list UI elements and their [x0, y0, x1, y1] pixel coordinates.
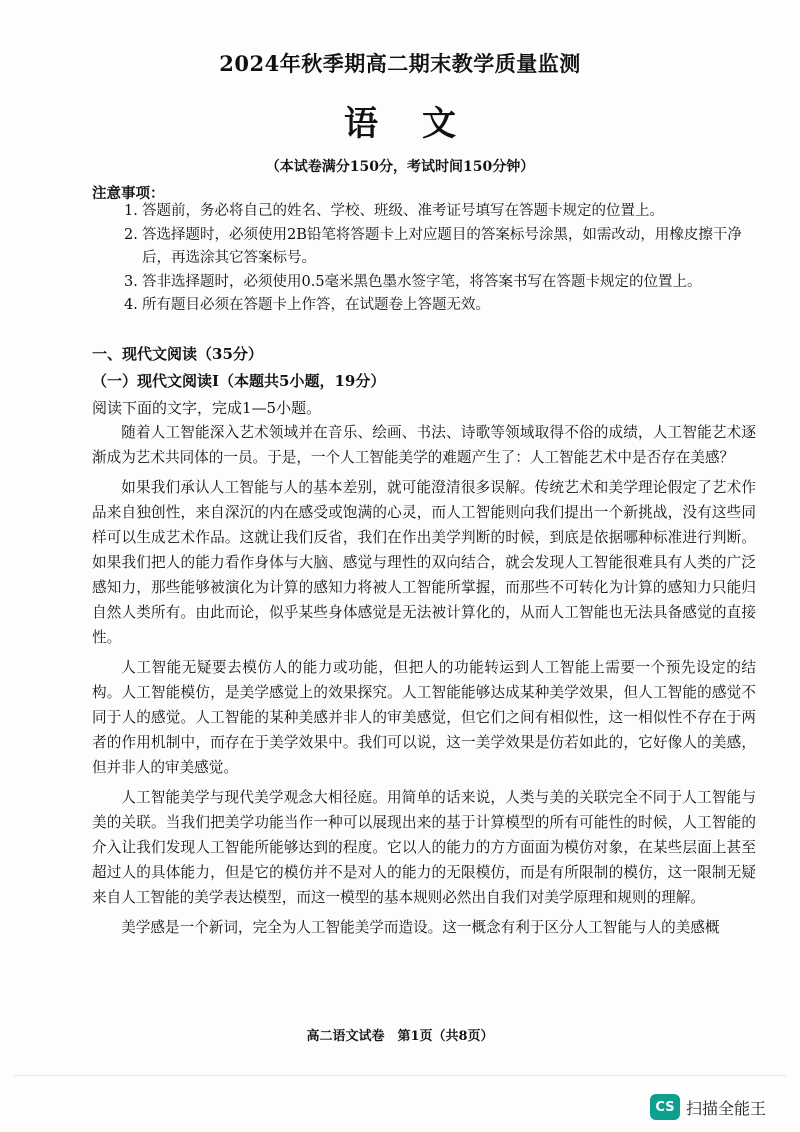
exam-title: 2024年秋季期高二期末教学质量监测 — [219, 51, 581, 76]
section-subtitle: （一）现代文阅读Ⅰ（本题共5小题，19分） — [92, 372, 386, 390]
note-number: 2. — [124, 226, 138, 243]
camscanner-logo-icon: CS — [650, 1094, 680, 1120]
passage-paragraph: 人工智能美学与现代美学观念大相径庭。用简单的话来说，人类与美的关联完全不同于人工智能与美的关联。当我们把美学功能当作一种可以展现出来的基于计算模型的所有可能性的时候，人工智能的介入让我们发现人工智能所能够达到的程度。它以人的能力的方方面面为模仿对象，在某些层面上甚至超过人的具体能力，但是它的模仿并不是对人的能力的无限模仿，而是有所限制的模仿，这一限制无疑来自人工智能的美学表达模型，而这一模型的基本规则必然出自我们对美学原理和规则的理解。 — [92, 789, 756, 906]
passage-paragraph: 随着人工智能深入艺术领域并在音乐、绘画、书法、诗歌等领域取得不俗的成绩，人工智能艺术逐渐成为艺术共同体的一员。于是，一个人工智能美学的难题产生了：人工智能艺术中是否存在美感？ — [92, 424, 756, 466]
note-item — [124, 200, 764, 224]
note-text: 答选择题时，必须使用2B铅笔将答题卡上对应题目的答案标号涂黑，如需改动，用橡皮擦干净后，再选涂其它答案标号。 — [142, 226, 742, 266]
note-number: 3. — [124, 273, 138, 290]
subject-title: 语文 — [344, 104, 500, 144]
reading-passage — [92, 420, 756, 945]
passage-paragraph: 如果我们承认人工智能与人的基本差别，就可能澄清很多误解。传统艺术和美学理论假定了艺术作品来自独创性，来自深沉的内在感受或饱满的心灵，而人工智能则向我们提出一个新挑战，没有这些同样可以生成艺术作品。这就让我们反省，我们在作出美学判断的时候，到底是依据哪种标准进行判断。如果我们把人的能力看作身体与大脑、感觉与理性的双向结合，就会发现人工智能很难具有人类的广泛感知力，那些能够被演化为计算的感知力将被人工智能所掌握，而那些不可转化为计算的感知力只能归自然人类所有。由此而论，似乎某些身体感觉是无法被计算化的，从而人工智能也无法具备感觉的直接性。 — [92, 479, 756, 646]
note-text: 答题前，务必将自己的姓名、学校、班级、准考证号填写在答题卡规定的位置上。 — [142, 203, 664, 219]
note-item — [124, 294, 764, 318]
note-item — [124, 224, 764, 271]
page-footer: 高二语文试卷 第1页（共8页） — [306, 1029, 494, 1044]
note-number: 4. — [124, 297, 138, 313]
section-title: 一、现代文阅读（35分） — [92, 345, 263, 363]
notes-title: 注意事项： — [92, 185, 165, 202]
notes-list — [124, 200, 764, 318]
reading-instruction: 阅读下面的文字，完成1—5小题。 — [92, 399, 322, 417]
scanner-label: 扫描全能王 — [686, 1098, 767, 1118]
scanner-watermark — [650, 1092, 766, 1122]
score-info: （本试卷满分150分，考试时间150分钟） — [265, 159, 535, 175]
note-text: 所有题目必须在答题卡上作答，在试题卷上答题无效。 — [142, 297, 490, 313]
note-item — [124, 271, 764, 295]
note-text: 答非选择题时，必须使用0.5毫米黑色墨水签字笔，将答案书写在答题卡规定的位置上。 — [142, 273, 702, 290]
passage-paragraph: 美学感是一个新词，完全为人工智能美学而造设。这一概念有利于区分人工智能与人的美感概 — [121, 919, 720, 936]
passage-paragraph: 人工智能无疑要去模仿人的能力或功能，但把人的功能转运到人工智能上需要一个预先设定的结构。人工智能模仿，是美学感觉上的效果探究。人工智能能够达成某种美学效果，但人工智能的感觉不同于人的感觉。人工智能的某种美感并非人的审美感觉，但它们之间有相似性，这一相似性不存在于两者的作用机制中，而存在于美学效果中。我们可以说，这一美学效果是仿若如此的，它好像人的美感，但并非人的审美感觉。 — [92, 659, 756, 776]
divider — [14, 1075, 786, 1076]
note-number: 1. — [124, 203, 138, 219]
